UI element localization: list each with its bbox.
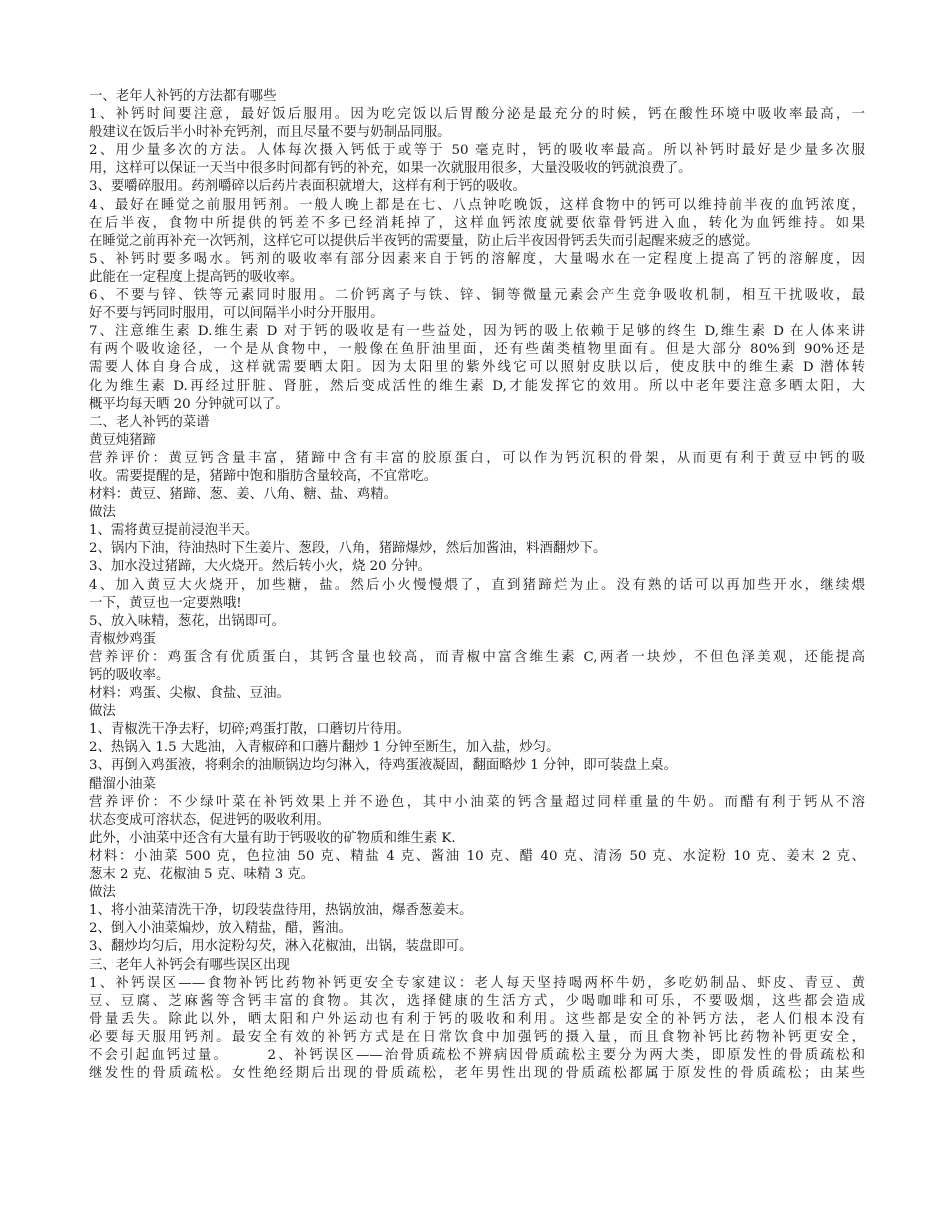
text-line: 材料：鸡蛋、尖椒、食盐、豆油。 <box>89 686 290 702</box>
text-line: 继发性的骨质疏松。女性绝经期后出现的骨质疏松，老年男性出现的骨质疏松都属于原发性的骨质疏松；由某些 <box>89 1066 865 1082</box>
text-line: 青椒炒鸡蛋 <box>89 631 156 647</box>
text-line: 收。需要提醒的是，猪蹄中饱和脂肪含量较高，不宜常吃。 <box>89 468 438 484</box>
text-line: 在后半夜，食物中所提供的钙差不多已经消耗掉了，这样血钙浓度就要依靠骨钙进入血，转化为血钙维持。如果 <box>89 215 865 231</box>
text-line: 二、老人补钙的菜谱 <box>89 414 210 430</box>
text-line: 需要人体自身合成，这样就需要晒太阳。因为太阳里的紫外线它可以照射皮肤以后，使皮肤中的维生素 D 潜体转 <box>89 360 865 376</box>
text-line: 一下，黄豆也一定要熟哦! <box>89 595 242 611</box>
text-line: 2、锅内下油，待油热时下生姜片、葱段，八角，猪蹄爆炒，然后加酱油，料酒翻炒下。 <box>89 541 607 557</box>
text-line: 化为维生素 D.再经过肝脏、肾脏，然后变成活性的维生素 D,才能发挥它的效用。所以中老年要注意多晒太阳，大 <box>89 378 865 394</box>
text-line: 葱末 2 克、花椒油 5 克、味精 3 克。 <box>89 867 315 883</box>
text-line: 此外，小油菜中还含有大量有助于钙吸收的矿物质和维生素 K. <box>89 830 456 846</box>
text-line: 不会引起血钙过量。 2、补钙误区——治骨质疏松不辨病因骨质疏松主要分为两大类，即原发性的骨质疏松和 <box>89 1047 865 1063</box>
text-line: 豆、豆腐、芝麻酱等含钙丰富的食物。其次，选择健康的生活方式，少喝咖啡和可乐，不要吸烟，这些都会造成 <box>89 993 865 1009</box>
text-line: 3、要嚼碎服用。药剂嚼碎以后药片表面积就增大，这样有利于钙的吸收。 <box>89 179 527 195</box>
text-line: 2、倒入小油菜煸炒，放入精盐，醋，酱油。 <box>89 921 352 937</box>
text-line: 概平均每天晒 20 分钟就可以了。 <box>89 396 289 412</box>
text-line: 一、老年人补钙的方法都有哪些 <box>89 89 277 104</box>
text-line: 三、老年人补钙会有哪些误区出现 <box>89 957 290 973</box>
text-line: 1、青椒洗干净去籽，切碎;鸡蛋打散，口蘑切片待用。 <box>89 722 411 738</box>
text-line: 做法 <box>89 885 116 901</box>
text-line: 钙的吸收率。 <box>89 668 170 683</box>
text-line: 1、补钙时间要注意，最好饭后服用。因为吃完饭以后胃酸分泌是最充分的时候，钙在酸性环境中吸收率最高，一 <box>89 107 865 123</box>
text-line: 骨量丢失。除此以外，晒太阳和户外运动也有利于钙的吸收和利用。这些都是安全的补钙方法，老人们根本没有 <box>89 1011 865 1027</box>
text-line: 营养评价：不少绿叶菜在补钙效果上并不逊色，其中小油菜的钙含量超过同样重量的牛奶。而醋有利于钙从不溶 <box>89 794 865 810</box>
document-body <box>89 88 865 1083</box>
text-line: 1、补钙误区——食物补钙比药物补钙更安全专家建议：老人每天坚持喝两杯牛奶，多吃奶制品、虾皮、青豆、黄 <box>89 975 865 991</box>
text-line: 有两个吸收途径，一个是从食物中，一般像在鱼肝油里面，还有些菌类植物里面有。但是大部分 80%到 90%还是 <box>89 342 865 358</box>
text-line: 醋溜小油菜 <box>89 776 156 792</box>
text-line: 用，这样可以保证一天当中很多时间都有钙的补充，如果一次就服用很多，大量没吸收的钙就浪费了。 <box>89 161 692 177</box>
text-line: 4、最好在睡觉之前服用钙剂。一般人晚上都是在七、八点钟吃晚饭，这样食物中的钙可以维持前半夜的血钙浓度， <box>89 197 865 213</box>
text-line: 般建议在饭后半小时补充钙剂，而且尽量不要与奶制品同服。 <box>89 125 451 141</box>
text-line: 4、加入黄豆大火烧开，加些糖，盐。然后小火慢慢煨了，直到猪蹄烂为止。没有熟的话可以再加些开水，继续煨 <box>89 577 865 593</box>
text-line: 5、放入味精，葱花，出锅即可。 <box>89 613 285 629</box>
text-line: 黄豆炖猪蹄 <box>89 432 156 448</box>
text-line: 营养评价：鸡蛋含有优质蛋白，其钙含量也较高，而青椒中富含维生素 C,两者一块炒，不但色泽美观，还能提高 <box>89 649 865 665</box>
text-line: 在睡觉之前再补充一次钙剂，这样它可以提供后半夜钙的需要量，防止后半夜因骨钙丢失而引起醒来疲乏的感觉。 <box>89 233 759 249</box>
text-line: 材料：黄豆、猪蹄、葱、姜、八角、糖、盐、鸡精。 <box>89 487 397 503</box>
text-line: 2、用少量多次的方法。人体每次摄入钙低于或等于 50 毫克时，钙的吸收率最高。所以补钙时最好是少量多次服 <box>89 143 865 159</box>
text-line: 此能在一定程度上提高钙的吸收率。 <box>89 269 304 285</box>
text-line: 做法 <box>89 505 116 521</box>
text-line: 3、再倒入鸡蛋液，将剩余的油顺锅边均匀淋入，待鸡蛋液凝固，翻面略炒 1 分钟，即可装盘上桌。 <box>89 758 677 774</box>
text-line: 营养评价：黄豆钙含量丰富，猪蹄中含有丰富的胶原蛋白，可以作为钙沉积的骨架，从而更有利于黄豆中钙的吸 <box>89 450 865 466</box>
text-line: 1、需将黄豆提前浸泡半天。 <box>89 523 259 539</box>
text-line: 状态变成可溶状态，促进钙的吸收利用。 <box>89 812 331 828</box>
text-line: 必要每天服用钙剂。最安全有效的补钙方式是在日常饮食中加强钙的摄入量，而且食物补钙比药物补钙更安全， <box>89 1029 865 1045</box>
text-line: 材料：小油菜 500 克，色拉油 50 克、精盐 4 克、酱油 10 克、醋 40 克、清汤 50 克、水淀粉 10 克、姜末 2 克、 <box>89 848 865 864</box>
text-line: 3、加水没过猪蹄，大火烧开。然后转小火，烧 20 分钟。 <box>89 559 432 575</box>
text-line: 做法 <box>89 704 116 720</box>
text-line: 3、翻炒均匀后，用水淀粉勾芡，淋入花椒油，出锅，装盘即可。 <box>89 939 473 955</box>
text-line: 好不要与钙同时服用，可以间隔半小时分开服用。 <box>89 306 384 322</box>
text-line: 7、注意维生素 D.维生素 D 对于钙的吸收是有一些益处，因为钙的吸上依赖于足够的终生 D,维生素 D 在人体来讲 <box>89 324 865 340</box>
text-line: 2、热锅入 1.5 大匙油，入青椒碎和口蘑片翻炒 1 分钟至断生，加入盐，炒匀。 <box>89 740 560 756</box>
text-line: 1、将小油菜清洗干净，切段装盘待用，热锅放油，爆香葱姜末。 <box>89 903 473 919</box>
text-line: 6、不要与锌、铁等元素同时服用。二价钙离子与铁、锌、铜等微量元素会产生竞争吸收机制，相互干扰吸收，最 <box>89 288 865 304</box>
text-line: 5、补钙时要多喝水。钙剂的吸收率有部分因素来自于钙的溶解度，大量喝水在一定程度上提高了钙的溶解度，因 <box>89 251 865 267</box>
